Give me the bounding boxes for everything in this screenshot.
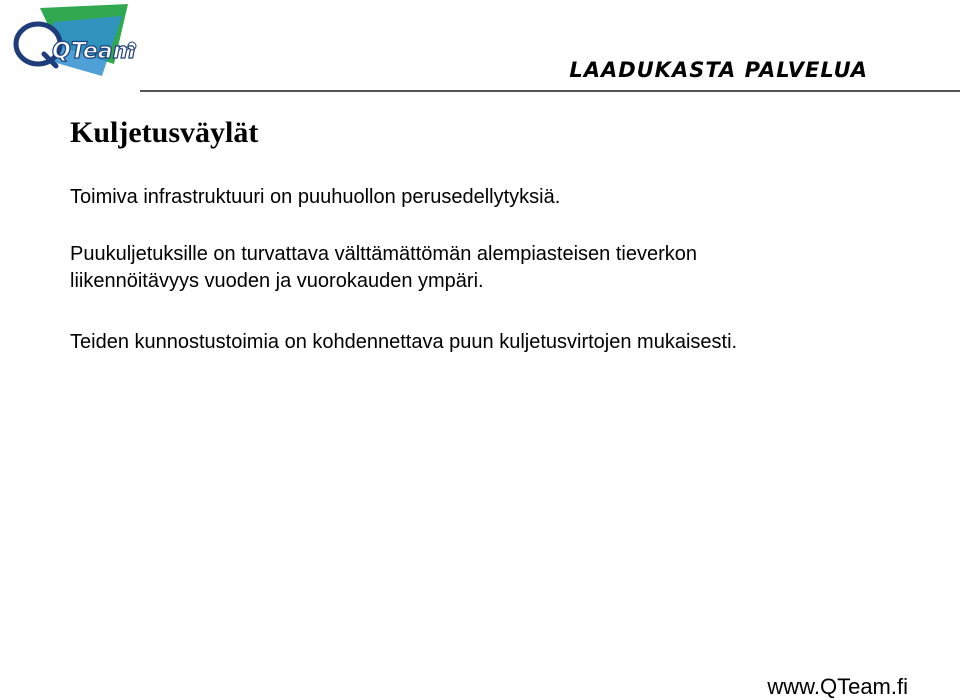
header-divider [140,90,960,92]
paragraph-3-line-1: Teiden kunnostustoimia on kohdennettava puun kuljetusvirtojen mukaisesti. [70,331,738,353]
qteam-logo-graphic [10,2,140,82]
paragraph-3 [70,329,737,356]
paragraph-1 [70,184,560,211]
paragraph-2-line-2: liikennöitävyys vuoden ja vuorokauden ympäri. [70,270,484,292]
paragraph-1-line-1: Toimiva infrastruktuuri on puuhuollon perusedellytyksiä. [70,186,561,208]
paragraph-2 [70,241,697,295]
qteam-logo [10,2,140,82]
header-tagline: LAADUKASTA PALVELUA [569,58,868,82]
footer-website: www.QTeam.fi [767,674,908,699]
paragraph-2-line-1: Puukuljetuksille on turvattava välttämättömän alempiasteisen tieverkon [70,243,697,265]
logo-wordmark: QTeam [52,39,136,64]
slide-title: Kuljetusväylät [70,116,259,149]
